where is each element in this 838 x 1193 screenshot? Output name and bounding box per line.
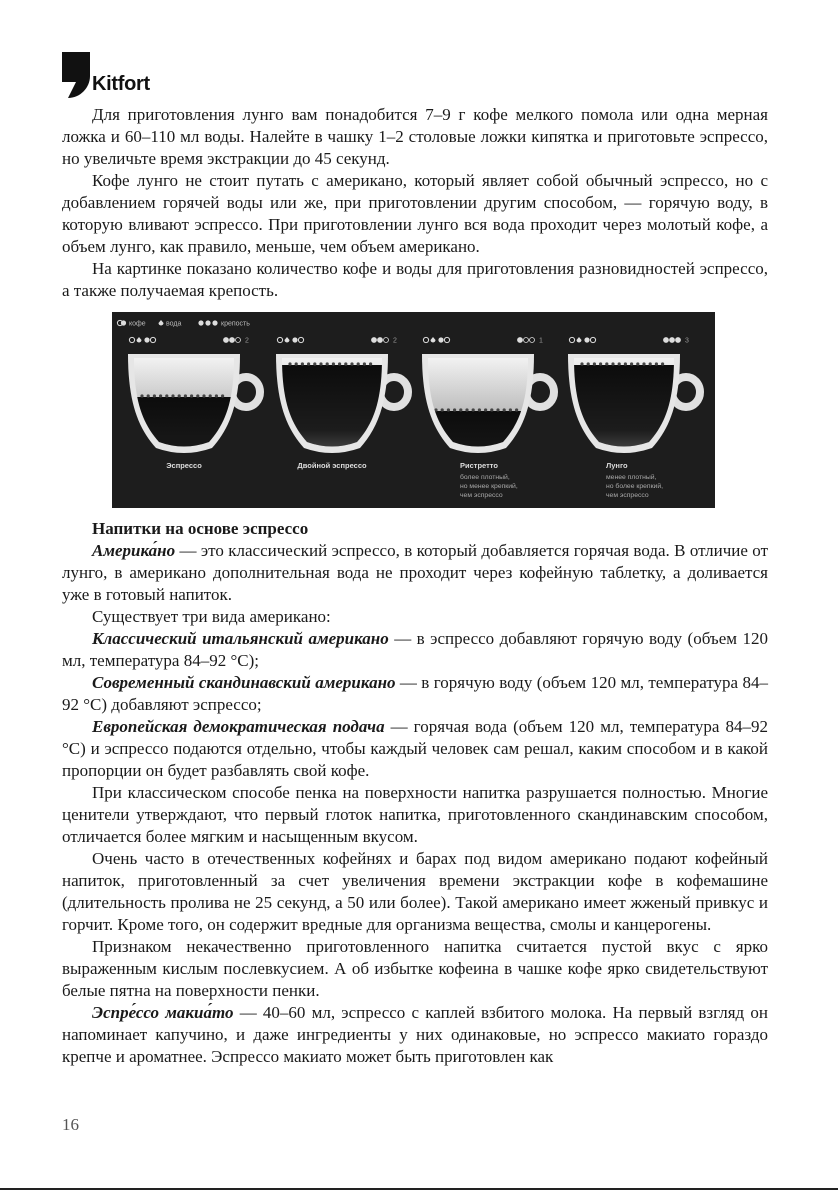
crema-dot: [453, 408, 456, 411]
type-term: Классический итальянский американо: [92, 629, 389, 648]
crema-dot: [332, 362, 335, 365]
americano-text: — это классический эспрессо, в который добавляется горячая вода. В отличие от лунго, в американо дополнительная вода не проходит через кофейную таблетку, а доливается уже в готовый напиток.: [62, 541, 768, 604]
crema-dot: [447, 408, 450, 411]
crema-dot: [624, 362, 627, 365]
crema-dot: [478, 408, 481, 411]
cup-label: Эспрессо: [166, 461, 202, 470]
crema-dot: [369, 362, 372, 365]
coffee-indicator: [144, 337, 149, 342]
crema-dot: [509, 408, 512, 411]
intro-paragraph: Для приготовления лунго вам понадобится 7–9 г кофе мелкого помола или одна мерная ложка и 60–110 мл воды. Налейте в чашку 1–2 столовые ложки кипятка и приготовьте эспрессо, но увеличьте время экстракции до 45 секунд.: [62, 105, 768, 168]
crema-dot: [593, 362, 596, 365]
strength-dot: [670, 338, 675, 343]
crema-dot: [465, 408, 468, 411]
crema-dot: [490, 408, 493, 411]
crema-dot: [649, 362, 652, 365]
crema-dot: [313, 362, 316, 365]
strength-dot: [224, 338, 229, 343]
coffee-indicator: [292, 337, 297, 342]
coffee-indicator: [438, 337, 443, 342]
strength-dot: [372, 338, 377, 343]
strength-value: 2: [245, 337, 249, 345]
water-drop-icon: [137, 337, 142, 343]
crema-dot: [190, 394, 193, 397]
espresso-cups-figure: [112, 312, 715, 508]
body-paragraph: Признаком некачественно приготовленного напитка считается пустой вкус с ярко выраженным кислым послевкусием. А об избытке кофеина в чашке кофе ярко свидетельствуют белые пятна на поверхности пенки.: [62, 937, 768, 1000]
crema-dot: [196, 394, 199, 397]
crema-dot: [215, 394, 218, 397]
crema-dot: [209, 394, 212, 397]
crema-dot: [503, 408, 506, 411]
cups-illustration: [112, 312, 715, 508]
body-paragraph: Очень часто в отечественных кофейнях и барах под видом американо подают кофейный напиток, приготовленный за счет увеличения времени экстракции кофе в кофемашине (длительность пролива не 25 секунд, а 50 или более). Такой американо имеет жженый привкус и горчит. Кроме того, он содержит вредные для организма вещества, смолы и канцерогены.: [62, 849, 768, 934]
crema-dot: [580, 362, 583, 365]
crema-dot: [288, 362, 291, 365]
cup-group: [568, 337, 700, 499]
brand-name: Kitfort: [92, 73, 150, 95]
crema-dot: [153, 394, 156, 397]
americano-type-item: [62, 672, 768, 716]
type-term: Современный скандинавский американо: [92, 673, 396, 692]
cup-label: Ристретто: [460, 461, 498, 470]
type-text: — в горячую воду (объем 120 мл, температура 84–92 °C) добавляют эспрессо;: [62, 673, 769, 714]
strength-value: 3: [685, 337, 689, 345]
kitfort-logo-icon: [62, 52, 90, 98]
crema-dot: [140, 394, 143, 397]
coffee-indicator: [277, 337, 282, 342]
strength-dot: [378, 338, 383, 343]
type-text: — горячая вода (объем 120 мл, температура 84–92 °C) и эспрессо подаются отдельно, чтобы каждый человек сам решал, каким способом и в какой пропорции он будет разбавлять свой кофе.: [62, 717, 769, 780]
coffee-indicator: [298, 337, 303, 342]
crema-dot: [363, 362, 366, 365]
crema-dot: [301, 362, 304, 365]
crema-dot: [636, 362, 639, 365]
coffee-indicator: [584, 337, 589, 342]
coffee-indicator: [150, 337, 155, 342]
water-drop-icon: [431, 337, 436, 343]
strength-dot: [384, 338, 389, 343]
cup-label: Лунго: [606, 461, 628, 470]
strength-dot: [236, 338, 241, 343]
strength-dot: [530, 338, 535, 343]
americano-type-item: [62, 716, 768, 782]
strength-value: 2: [393, 337, 397, 345]
cup-group: [422, 337, 554, 508]
americano-term: Америка́но: [92, 541, 176, 560]
coffee-indicator: [129, 337, 134, 342]
crema-dot: [178, 394, 181, 397]
cup-note-line: чем эспрессо: [606, 492, 649, 499]
coffee-indicator: [423, 337, 428, 342]
intro-paragraph: На картинке показано количество кофе и воды для приготовления разновидностей эспрессо, а также получаемая крепость.: [62, 259, 768, 300]
legend-water-label: вода: [166, 320, 182, 328]
cup-note-line: чем эспрессо: [460, 492, 503, 499]
strength-value: 1: [539, 337, 543, 345]
crema-dot: [165, 394, 168, 397]
crema-dot: [350, 362, 353, 365]
crema-dot: [472, 408, 475, 411]
crema-dot: [587, 362, 590, 365]
legend-strength-label: крепость: [221, 320, 250, 328]
crema-dot: [357, 362, 360, 365]
crema-dot: [295, 362, 298, 365]
water-drop-icon: [285, 337, 290, 343]
americano-paragraph: [62, 540, 768, 606]
coffee-indicator: [590, 337, 595, 342]
macchiato-text: — 40–60 мл, эспрессо с каплей взбитого молока. На первый взгляд он напоминает капучино, и даже ингредиенты у них одинаковые, но эспрессо макиато гораздо крепче и ароматнее. Эспрессо макиато может быть приготовлен как: [62, 1003, 768, 1066]
strength-dot: [518, 338, 523, 343]
section-title: Напитки на основе эспрессо: [92, 519, 309, 538]
crema-dot: [611, 362, 614, 365]
macchiato-term: Эспре́ссо макиа́то: [92, 1003, 234, 1022]
strength-dot: [230, 338, 235, 343]
crema-dot: [496, 408, 499, 411]
crema-dot: [344, 362, 347, 365]
crema-dot: [441, 408, 444, 411]
legend-coffee-label: кофе: [129, 320, 146, 328]
crema-dot: [147, 394, 150, 397]
brand-logo: [62, 48, 150, 98]
crema-dot: [655, 362, 658, 365]
coffee-indicator: [444, 337, 449, 342]
cup-label: Двойной эспрессо: [297, 461, 367, 470]
crema-dot: [159, 394, 162, 397]
body-paragraph: При классическом способе пенка на поверхности напитка разрушается полностью. Многие ценители утверждают, что первый глоток напитка, приготовленного скандинавским способом, отличается более мягким и насыщенным вкусом.: [62, 783, 768, 846]
crema-dot: [338, 362, 341, 365]
crema-dot: [642, 362, 645, 365]
cup-group: [128, 337, 260, 497]
crema-dot: [221, 394, 224, 397]
crema-dot: [171, 394, 174, 397]
cup-note-line: но менее крепкий,: [460, 483, 518, 490]
page-number: 16: [62, 1115, 79, 1134]
crema-dot: [184, 394, 187, 397]
crema-dot: [605, 362, 608, 365]
types-intro: Существует три вида американо:: [92, 607, 331, 626]
cup-note-line: но более крепкий,: [606, 483, 664, 490]
crema-dot: [202, 394, 205, 397]
crema-dot: [618, 362, 621, 365]
page-bottom-rule: [0, 1188, 838, 1190]
strength-dot: [664, 338, 669, 343]
crema-dot: [326, 362, 329, 365]
cup-note-line: менее плотный,: [606, 474, 657, 481]
crema-dot: [630, 362, 633, 365]
strength-dot: [676, 338, 681, 343]
crema-dot: [319, 362, 322, 365]
crema-dot: [484, 408, 487, 411]
type-text: — в эспрессо добавляют горячую воду (объем 120 мл, температура 84–92 °C);: [62, 629, 768, 670]
strength-dot: [524, 338, 529, 343]
americano-type-item: [62, 628, 768, 672]
crema-dot: [599, 362, 602, 365]
macchiato-paragraph: [62, 1002, 768, 1068]
intro-paragraph: Кофе лунго не стоит путать с американо, который являет собой обычный эспрессо, но с добавлением горячей воды или же, при приготовлении другим способом, — горячую воду, в которую вливают эспрессо. При приготовлении лунго вся вода проходит через молотый кофе, а объем лунго, как правило, меньше, чем объем американо.: [62, 171, 768, 256]
cup-group: [276, 337, 408, 470]
page-content: [62, 104, 768, 1068]
crema-dot: [459, 408, 462, 411]
crema-dot: [661, 362, 664, 365]
crema-dot: [515, 408, 518, 411]
cup-note-line: более плотный,: [460, 474, 510, 481]
type-term: Европейская демократическая подача: [92, 717, 385, 736]
crema-dot: [307, 362, 310, 365]
coffee-indicator: [569, 337, 574, 342]
water-drop-icon: [577, 337, 582, 343]
